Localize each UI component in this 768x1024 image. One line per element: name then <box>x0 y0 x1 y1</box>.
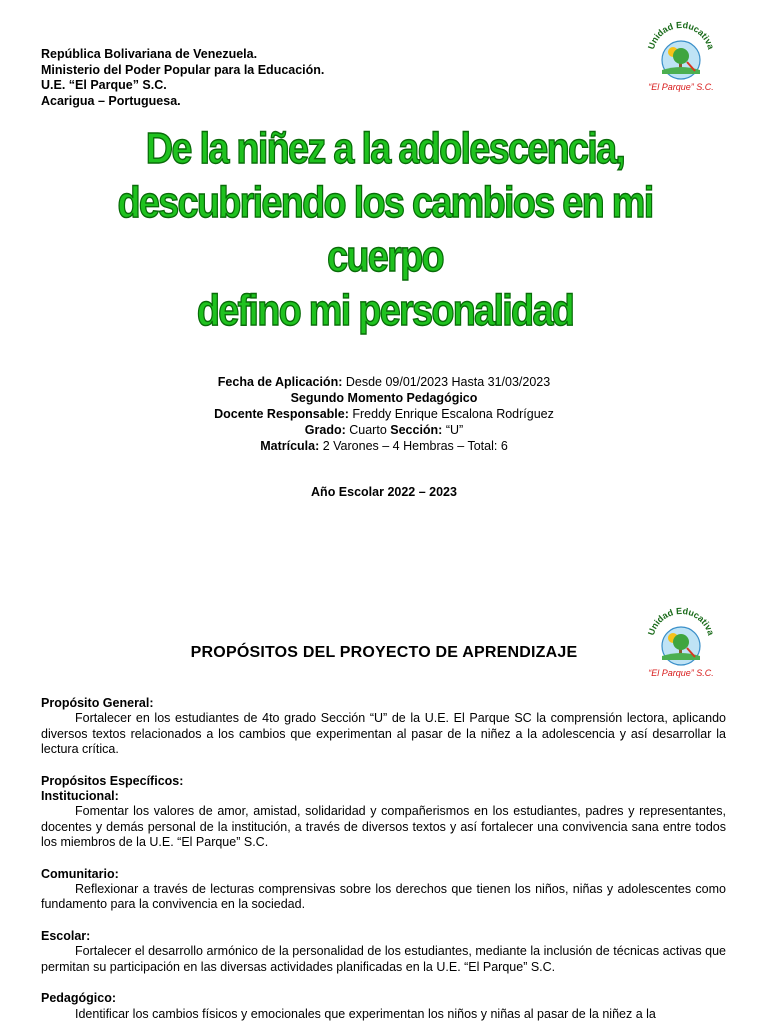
header-line-school: U.E. “El Parque” S.C. <box>41 78 167 92</box>
school-logo-2 <box>643 600 719 686</box>
title-line-1: De la niñez a la adolescencia, <box>145 124 625 173</box>
comunitario-heading: Comunitario: <box>41 866 119 881</box>
section-title: PROPÓSITOS DEL PROYECTO DE APRENDIZAJE <box>190 644 578 661</box>
comunitario-text: Reflexionar a través de lecturas comprensivas sobre los derechos que tienen los niños, niñas y adolescentes como fundamento para la convivencia en la sociedad. <box>41 882 726 912</box>
pedagogico-heading: Pedagógico: <box>41 991 117 1006</box>
header-line-ministry: Ministerio del Poder Popular para la Educación. <box>41 62 325 77</box>
document-title <box>106 122 665 338</box>
purposes-content <box>41 696 726 1022</box>
general-text: Fortalecer en los estudiantes de 4to grado Sección “U” de la U.E. El Parque SC la comprensión lectora, aplicando diversos textos relacionados a los cambios que experimentan al pasar de la niñez a la adolescencia y así desarrollar la lectura crítica. <box>41 711 726 757</box>
logo-name: “El Parque” S.C. <box>648 82 714 92</box>
escolar-text: Fortalecer el desarrollo armónico de la personalidad de los estudiantes, mediante la inclusión de técnicas activas que permitan su participación en las diversas actividades planificadas en la U.E. “El Parque” S.C. <box>41 944 726 974</box>
pedagogico-text: Identificar los cambios físicos y emocionales que experimentan los niños y niñas al pasar de la niñez a la <box>75 1006 656 1021</box>
meta-docente: Docente Responsable: Freddy Enrique Escalona Rodríguez <box>214 407 554 421</box>
specific-heading: Propósitos Específicos: <box>41 773 184 788</box>
school-logo <box>643 14 719 100</box>
logo-name-2: “El Parque” S.C. <box>648 668 714 678</box>
meta-momento: Segundo Momento Pedagógico <box>290 391 478 405</box>
school-header <box>41 47 324 109</box>
logo-arc-text-2: Unidad Educativa <box>645 605 717 637</box>
institucional-text: Fomentar los valores de amor, amistad, solidaridad y compañerismos en los estudiantes, padres y representantes, docentes y demás personal de la institución, a través de diversos textos y así fortalecer una convivencia sana entre todos los miembros de la U.E. “El Parque” S.C. <box>41 804 726 850</box>
title-line-3: defino mi personalidad <box>196 286 574 335</box>
institucional-heading: Institucional: <box>41 789 119 804</box>
school-year: Año Escolar 2022 – 2023 <box>311 485 457 499</box>
meta-fecha: Fecha de Aplicación: Desde 09/01/2023 Hasta 31/03/2023 <box>217 375 551 389</box>
meta-matricula: Matrícula: 2 Varones – 4 Hembras – Total: 6 <box>260 439 508 453</box>
escolar-heading: Escolar: <box>41 928 91 943</box>
header-line-city: Acarigua – Portuguesa. <box>41 93 181 108</box>
header-line-country: República Bolivariana de Venezuela. <box>41 47 258 61</box>
meta-grado: Grado: Cuarto Sección: “U” <box>304 423 464 437</box>
general-heading: Propósito General: <box>41 696 154 710</box>
logo-arc-text: Unidad Educativa <box>645 19 717 51</box>
title-line-2: descubriendo los cambios en mi cuerpo <box>117 178 653 281</box>
project-meta <box>0 374 768 454</box>
